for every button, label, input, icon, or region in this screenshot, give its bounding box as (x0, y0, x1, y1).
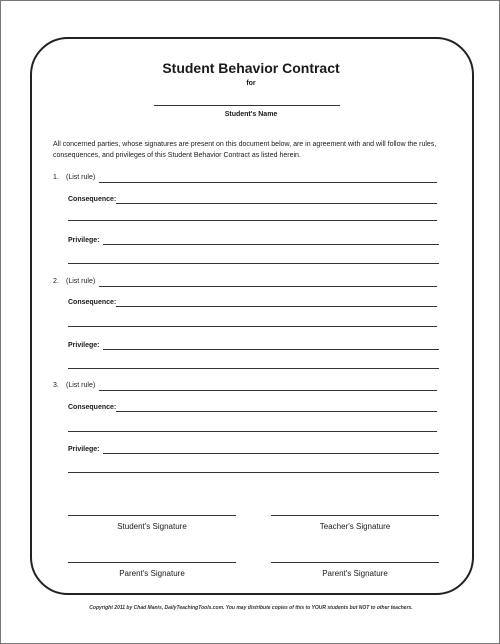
rule-3-privilege-label: Privilege: (68, 446, 100, 453)
rule-3-consequence-label: Consequence: (68, 404, 117, 411)
rule-1-label: (List rule) (66, 174, 96, 181)
rule-1-privilege-line[interactable] (103, 244, 439, 245)
rule-2-line[interactable] (99, 286, 437, 287)
rule-3-consequence-line[interactable] (116, 411, 437, 412)
rule-1-consequence-label: Consequence: (68, 196, 117, 203)
rule-2-consequence-label: Consequence: (68, 299, 117, 306)
parent-signature-label-right: Parent's Signature (322, 569, 388, 578)
rule-2-privilege-label: Privilege: (68, 342, 100, 349)
rule-3-number: 3. (53, 382, 59, 389)
rule-3-consequence-line-2[interactable] (68, 431, 437, 432)
rule-1-privilege-line-2[interactable] (68, 263, 439, 264)
student-signature-line[interactable] (68, 515, 236, 516)
student-name-label: Student's Name (224, 111, 278, 118)
rule-1-consequence-line-2[interactable] (68, 220, 437, 221)
rule-3-privilege-line-2[interactable] (68, 472, 439, 473)
teacher-signature-line[interactable] (271, 515, 439, 516)
rule-3-line[interactable] (99, 390, 437, 391)
parent-signature-line-right[interactable] (271, 562, 439, 563)
rule-1-privilege-label: Privilege: (68, 237, 100, 244)
parent-signature-line-left[interactable] (68, 562, 236, 563)
rule-2-privilege-line[interactable] (103, 349, 439, 350)
rule-2-privilege-line-2[interactable] (68, 368, 439, 369)
for-label: for (246, 80, 256, 87)
student-signature-label: Student's Signature (117, 522, 187, 531)
teacher-signature-label: Teacher's Signature (319, 522, 391, 531)
rounded-border-frame (30, 37, 474, 595)
rule-1-consequence-line[interactable] (116, 203, 437, 204)
rule-2-consequence-line-2[interactable] (68, 326, 437, 327)
rule-1-number: 1. (53, 174, 59, 181)
rule-2-label: (List rule) (66, 278, 96, 285)
rule-3-privilege-line[interactable] (103, 453, 439, 454)
rule-3-label: (List rule) (66, 382, 96, 389)
student-name-line[interactable] (154, 105, 340, 106)
parent-signature-label-left: Parent's Signature (119, 569, 185, 578)
rule-2-consequence-line[interactable] (116, 306, 437, 307)
contract-intro-text: All concerned parties, whose signatures are present on this document below, are in agreement with and will follow the rules, consequences, and privileges of this Student Behavior Contract as listed herein. (53, 141, 437, 159)
rule-1-line[interactable] (99, 182, 437, 183)
rule-2-number: 2. (53, 278, 59, 285)
copyright-notice: Copyright 2011 by Chad Manis, DailyTeachingTools.com. You may distribute copies of this to YOUR students but NOT to other teachers. (89, 605, 413, 611)
contract-title: Student Behavior Contract (162, 60, 340, 76)
